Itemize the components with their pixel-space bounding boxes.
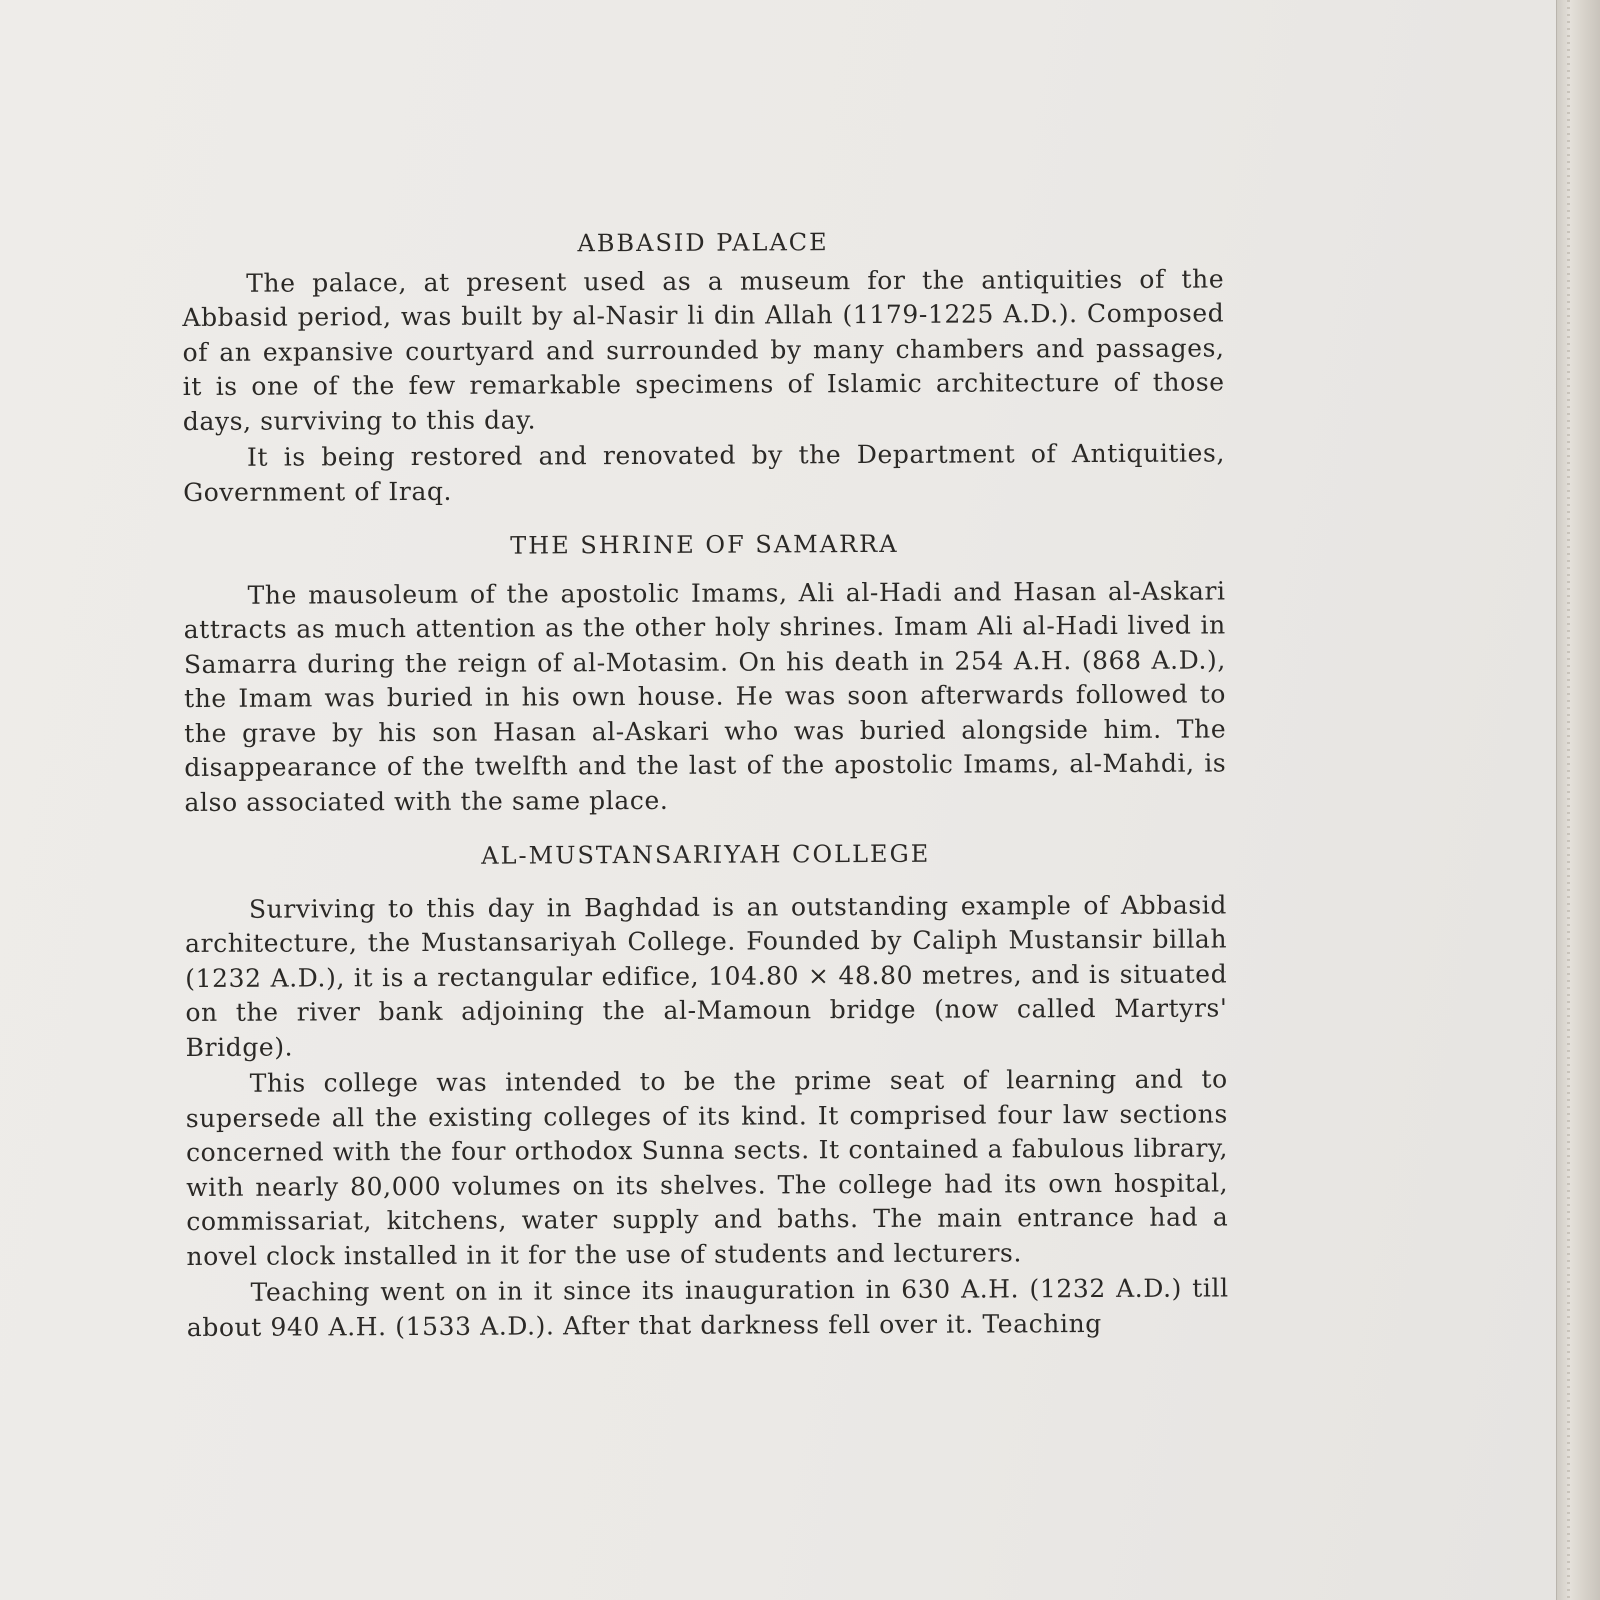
book-page-edge [1556, 0, 1600, 1600]
paragraph-abbasid-palace-1: The palace, at present used as a museum for the antiquities of the Abbasid period, was built by al-Nasir li din Allah (1179-1225 A.D.). Composed of an expansive courtyard and surrounded by many chambers and passages, it is one of the few remarkable specimens of Islamic architecture of those days, surviving to this day. [182, 263, 1225, 436]
paragraph-mustansariyah-3: Teaching went on in it since its inauguration in 630 A.H. (1232 A.D.) till about 940 A.H. (1533 A.D.). After that darkness fell over it. Teaching [186, 1273, 1229, 1342]
paragraph-mustansariyah-1: Surviving to this day in Baghdad is an outstanding example of Abbasid architecture, the Mustansariyah College. Founded by Caliph Mustansir billah (1232 A.D.), it is a rectangular edifice, 104.80 × 48.80 metres, and is situated on the river bank adjoining the al-Mamoun bridge (now called Martyrs' Bridge). [185, 889, 1228, 1062]
paragraph-abbasid-palace-2: It is being restored and renovated by the Department of Antiquities, Government of Iraq. [183, 438, 1226, 507]
paragraph-mustansariyah-2: This college was intended to be the prime seat of learning and to supersede all the existing colleges of its kind. It comprised four law sections concerned with the four orthodox Sunna sects. It contained a fabulous library, with nearly 80,000 volumes on its shelves. The college had its own hospital, commissariat, kitchens, water supply and baths. The main entrance had a novel clock installed in it for the use of students and lecturers. [185, 1064, 1229, 1271]
heading-mustansariyah-college: AL-MUSTANSARIYAH COLLEGE [481, 839, 931, 870]
heading-abbasid-palace: ABBASID PALACE [577, 228, 829, 258]
page-text-block [182, 223, 1229, 1345]
paragraph-shrine-of-samarra-1: The mausoleum of the apostolic Imams, Ali al-Hadi and Hasan al-Askari attracts as much attention as the other holy shrines. Imam Ali al-Hadi lived in Samarra during the reign of al-Motasim. On his death in 254 A.H. (868 A.D.), the Imam was buried in his own house. He was soon afterwards followed to the grave by his son Hasan al-Askari who was buried alongside him. The disappearance of the twelfth and the last of the apostolic Imams, al-Mahdi, is also associated with the same place. [183, 575, 1227, 817]
heading-shrine-of-samarra: THE SHRINE OF SAMARRA [510, 529, 899, 560]
